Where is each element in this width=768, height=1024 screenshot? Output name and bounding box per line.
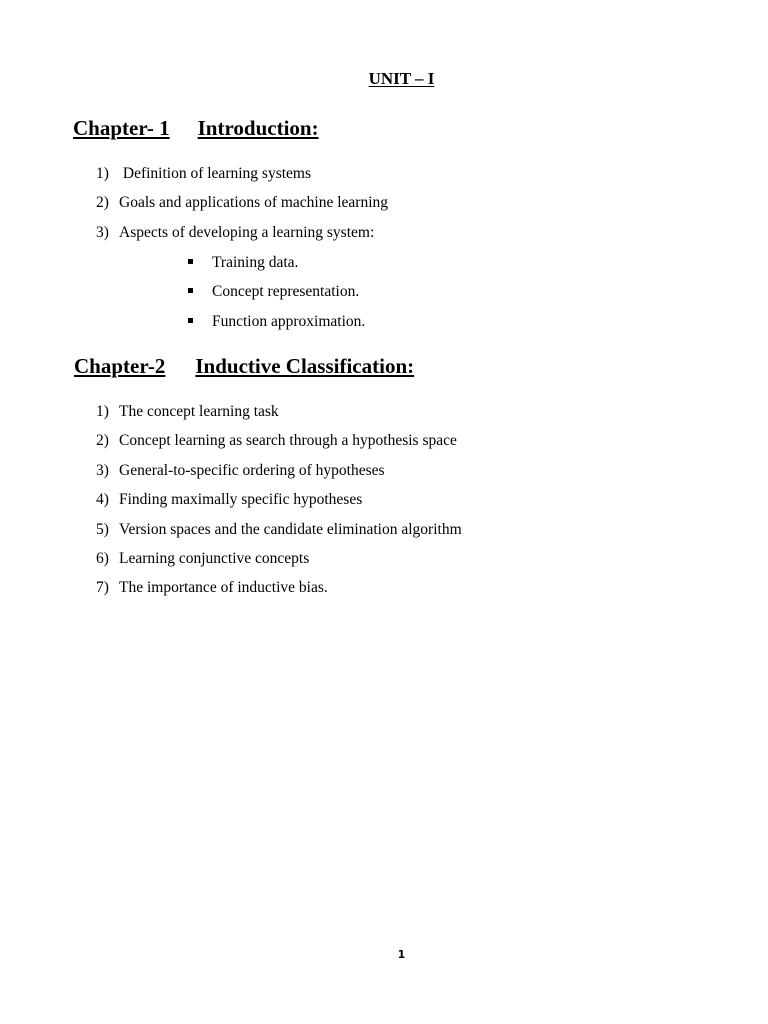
chapter-1-subtopic-list <box>188 253 365 341</box>
square-bullet-icon <box>188 318 193 323</box>
list-item: 1) Definition of learning systems <box>96 165 311 182</box>
chapter-2-heading <box>74 354 414 379</box>
chapter-1-topic-list <box>96 164 388 252</box>
list-item: Function approximation. <box>188 312 365 341</box>
chapter-2-topic-list <box>96 402 462 608</box>
square-bullet-icon <box>188 259 193 264</box>
list-item: 3) General-to-specific ordering of hypotheses <box>96 461 385 479</box>
chapter-1-label: Chapter- 1 <box>73 116 170 140</box>
chapter-1-heading <box>73 116 319 141</box>
list-item: 6) Learning conjunctive concepts <box>96 549 310 567</box>
list-item: 4) Finding maximally specific hypotheses <box>96 491 363 509</box>
chapter-2-label: Chapter-2 <box>74 354 166 378</box>
list-item: 7) The importance of inductive bias. <box>96 579 328 597</box>
list-item: Concept representation. <box>188 282 365 311</box>
unit-title: UNIT – I <box>368 69 435 88</box>
square-bullet-icon <box>188 288 193 293</box>
list-item: 1) The concept learning task <box>96 403 279 420</box>
list-item: Training data. <box>188 253 365 282</box>
list-item: 5) Version spaces and the candidate elimination algorithm <box>96 520 462 538</box>
list-item: 3) Aspects of developing a learning system: <box>96 223 375 241</box>
chapter-2-title: Inductive Classification: <box>195 354 415 378</box>
chapter-1-title: Introduction: <box>197 116 319 140</box>
page-number: 1 <box>397 948 406 961</box>
list-item: 2) Concept learning as search through a hypothesis space <box>96 432 457 450</box>
list-item: 2) Goals and applications of machine learning <box>96 194 389 212</box>
